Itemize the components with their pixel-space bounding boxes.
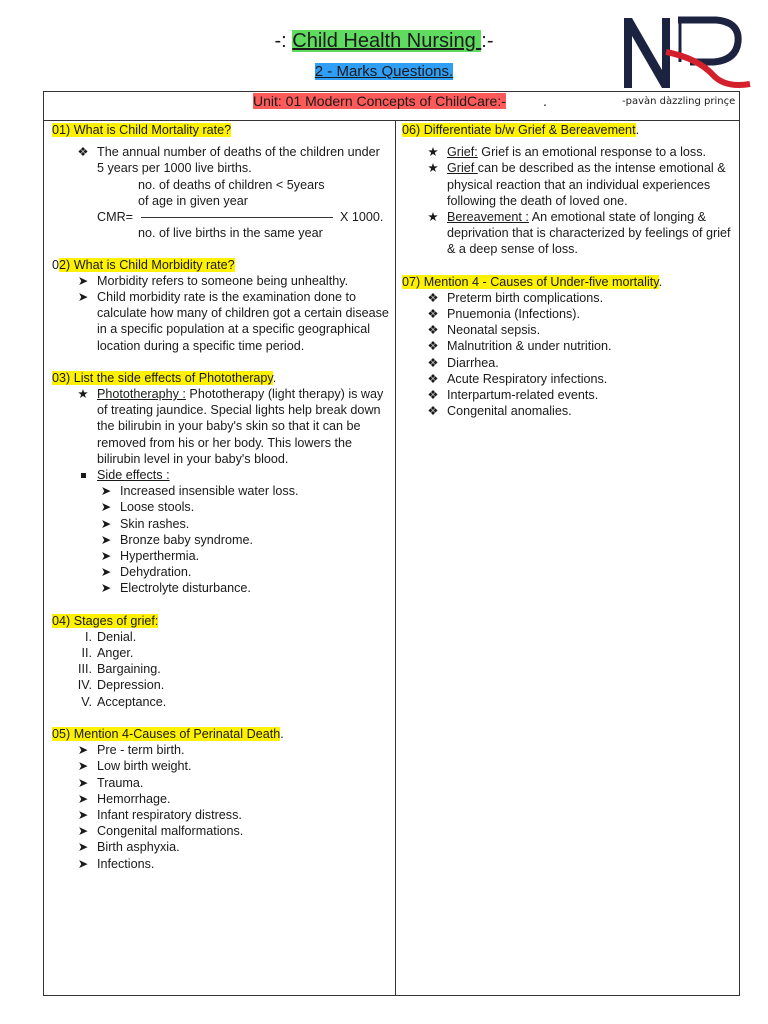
diamond-bullet-icon: ❖ — [427, 339, 439, 354]
diamond-bullet-icon: ❖ — [427, 307, 439, 322]
list-item: ➤ Hyperthermia. — [52, 548, 390, 564]
page-title: -: Child Health Nursing :- — [274, 30, 494, 52]
list-item: ➤ Hemorrhage. — [52, 791, 390, 807]
arrow-bullet-icon: ➤ — [100, 500, 112, 515]
title-text: Child Health Nursing — [292, 30, 482, 52]
arrow-bullet-icon: ➤ — [77, 791, 89, 806]
diamond-bullet-icon: ❖ — [427, 404, 439, 419]
question-heading: 05) Mention 4-Causes of Perinatal Death — [52, 726, 281, 741]
unit-header: Unit: 01 Modern Concepts of ChildCare:- . -pavàn dàzzling prinçe — [44, 92, 739, 121]
list-item: ➤ Trauma. — [52, 775, 390, 791]
arrow-bullet-icon: ➤ — [100, 516, 112, 531]
question-heading: 2) What is Child Morbidity rate? — [59, 257, 235, 272]
list-item: ❖ Diarrhea. — [402, 355, 734, 371]
list-item: ★ Grief: Grief is an emotional response to a loss. — [402, 144, 734, 160]
list-item: ❖ Malnutrition & under nutrition. — [402, 338, 734, 354]
list-item: III. Bargaining. — [78, 662, 161, 677]
page-subtitle: 2 - Marks Questions. — [314, 63, 454, 80]
list-item: ➤ Dehydration. — [52, 564, 390, 580]
list-item: ➤ Morbidity refers to someone being unhealthy. — [52, 273, 390, 289]
author-signature: -pavàn dàzzling prinçe — [622, 96, 736, 107]
arrow-bullet-icon: ➤ — [77, 273, 89, 288]
cmr-formula: no. of deaths of children < 5years of age in given year CMR= X 1000. no. of live births in the same year — [97, 177, 384, 240]
list-item: ➤ Child morbidity rate is the examination done to calculate how many of children got a certain disease in a specific population at a specific geographical location during a specific time period. — [52, 289, 390, 354]
arrow-bullet-icon: ➤ — [100, 581, 112, 596]
question-heading: 06) Differentiate b/w Grief & Bereavement — [402, 123, 636, 137]
content-frame — [43, 91, 740, 996]
left-column: 01) What is Child Mortality rate? ❖ The annual number of deaths of the children under 5 years per 1000 live births. no. of deaths of children < 5years of age in given year CMR= X 1000. no. of live births in the same year 02) What is Child Morbidity rate? ➤ Morbidity refers to someone being unhealthy. ➤ Child morbidity rate is the examination done to calculate how many of children got a certain disease in a specific population at a specific geographical location during a specific time period. 03) List the side effects of Phototherapy. ★ Phototheraphy : Phototherapy (light therapy) is way of treating jaundice. Special lights help break down the bilirubin in your baby's skin so that it can be removed from his or her body. This lowers the bilirubin level in your baby's blood. Side effects : ➤ Increased insensible water loss. ➤ Loose stools. ➤ Skin rashes. ➤ Bronze baby syndrome. ➤ Hyperthermia. ➤ Dehydration. ➤ Electrolyte disturbance. 04) Stages of grief: I. Denial. II. Anger. III. Bargaining. IV. Depression. V. Acceptance. 05) Mention 4-Causes of Perinatal Death. ➤ Pre - term birth. ➤ Low birth weight. ➤ Trauma. ➤ Hemorrhage. ➤ Infant respiratory distress. ➤ Congenital malformations. ➤ Birth asphyxia. ➤ Infections. — [52, 123, 389, 871]
list-item: ❖ Interpartum-related events. — [402, 387, 734, 403]
list-item: ➤ Loose stools. — [52, 499, 390, 515]
list-item: ➤ Infections. — [52, 856, 390, 872]
list-item: Side effects : — [52, 467, 390, 483]
arrow-bullet-icon: ➤ — [100, 565, 112, 580]
diamond-bullet-icon: ❖ — [77, 145, 89, 160]
square-bullet-icon — [73, 467, 93, 483]
arrow-bullet-icon: ➤ — [77, 290, 89, 305]
diamond-bullet-icon: ❖ — [427, 323, 439, 338]
list-item: V. Acceptance. — [81, 694, 167, 709]
question-heading: 03) List the side effects of Phototherapy — [52, 370, 273, 385]
list-item: ➤ Pre - term birth. — [52, 742, 390, 758]
list-item: II. Anger. — [81, 646, 134, 661]
list-item: ❖ Neonatal sepsis. — [402, 322, 734, 338]
unit-label: Unit: 01 Modern Concepts of ChildCare:- — [253, 93, 506, 109]
list-item: ➤ Electrolyte disturbance. — [52, 580, 390, 596]
arrow-bullet-icon: ➤ — [100, 484, 112, 499]
column-divider — [395, 120, 396, 996]
list-item: ➤ Infant respiratory distress. — [52, 807, 390, 823]
arrow-bullet-icon: ➤ — [77, 840, 89, 855]
diamond-bullet-icon: ❖ — [427, 355, 439, 370]
list-item: ➤ Congenital malformations. — [52, 823, 390, 839]
list-item: ➤ Increased insensible water loss. — [52, 483, 390, 499]
question-heading: 04) Stages of grief: — [52, 613, 159, 628]
arrow-bullet-icon: ➤ — [77, 807, 89, 822]
arrow-bullet-icon: ➤ — [77, 759, 89, 774]
list-item: ❖ Congenital anomalies. — [402, 403, 734, 419]
star-bullet-icon: ★ — [77, 387, 89, 402]
list-item: ★ Phototheraphy : Phototherapy (light therapy) is way of treating jaundice. Special lights help break down the bilirubin in your baby's skin so that it can be removed from his or her body. This lowers the bilirubin level in your baby's blood. — [52, 386, 390, 467]
arrow-bullet-icon: ➤ — [77, 824, 89, 839]
list-item: ❖ Preterm birth complications. — [402, 290, 734, 306]
list-item: ❖ Acute Respiratory infections. — [402, 371, 734, 387]
list-item: IV. Depression. — [77, 678, 165, 693]
fraction-line — [141, 217, 333, 218]
list-item: ➤ Skin rashes. — [52, 516, 390, 532]
list-item: ❖ Pnuemonia (Infections). — [402, 306, 734, 322]
diamond-bullet-icon: ❖ — [427, 388, 439, 403]
diamond-bullet-icon: ❖ — [427, 290, 439, 305]
star-bullet-icon: ★ — [427, 145, 439, 160]
arrow-bullet-icon: ➤ — [77, 775, 89, 790]
np-logo — [618, 12, 752, 92]
arrow-bullet-icon: ➤ — [77, 856, 89, 871]
list-item: I. Denial. — [85, 629, 137, 644]
diamond-bullet-icon: ❖ — [427, 371, 439, 386]
list-item: ❖ The annual number of deaths of the children under 5 years per 1000 live births. — [52, 144, 390, 176]
arrow-bullet-icon: ➤ — [100, 532, 112, 547]
list-item: ★ Grief can be described as the intense emotional & physical reaction that an individual experiences following the death of loved one. — [402, 160, 734, 209]
arrow-bullet-icon: ➤ — [100, 549, 112, 564]
star-bullet-icon: ★ — [427, 161, 439, 176]
arrow-bullet-icon: ➤ — [77, 743, 89, 758]
list-item: ➤ Bronze baby syndrome. — [52, 532, 390, 548]
list-item: ➤ Low birth weight. — [52, 758, 390, 774]
right-column: 06) Differentiate b/w Grief & Bereavement. ★ Grief: Grief is an emotional response to a loss. ★ Grief can be described as the intense emotional & physical reaction that an individual experiences following the death of loved one. ★ Bereavement : An emotional state of longing & deprivation that is characterized by feelings of grief & a deep sense of loss. 07) Mention 4 - Causes of Under-five mortality. ❖ Preterm birth complications. ❖ Pnuemonia (Infections). ❖ Neonatal sepsis. ❖ Malnutrition & under nutrition. ❖ Diarrhea. ❖ Acute Respiratory infections. ❖ Interpartum-related events. ❖ Congenital anomalies. — [402, 122, 734, 419]
question-heading: 01) What is Child Mortality rate? — [52, 123, 232, 137]
list-item: ★ Bereavement : An emotional state of longing & deprivation that is characterized by feelings of grief & a deep sense of loss. — [402, 209, 734, 258]
star-bullet-icon: ★ — [427, 210, 439, 225]
question-heading: 07) Mention 4 - Causes of Under-five mortality — [402, 274, 659, 289]
list-item: ➤ Birth asphyxia. — [52, 839, 390, 855]
